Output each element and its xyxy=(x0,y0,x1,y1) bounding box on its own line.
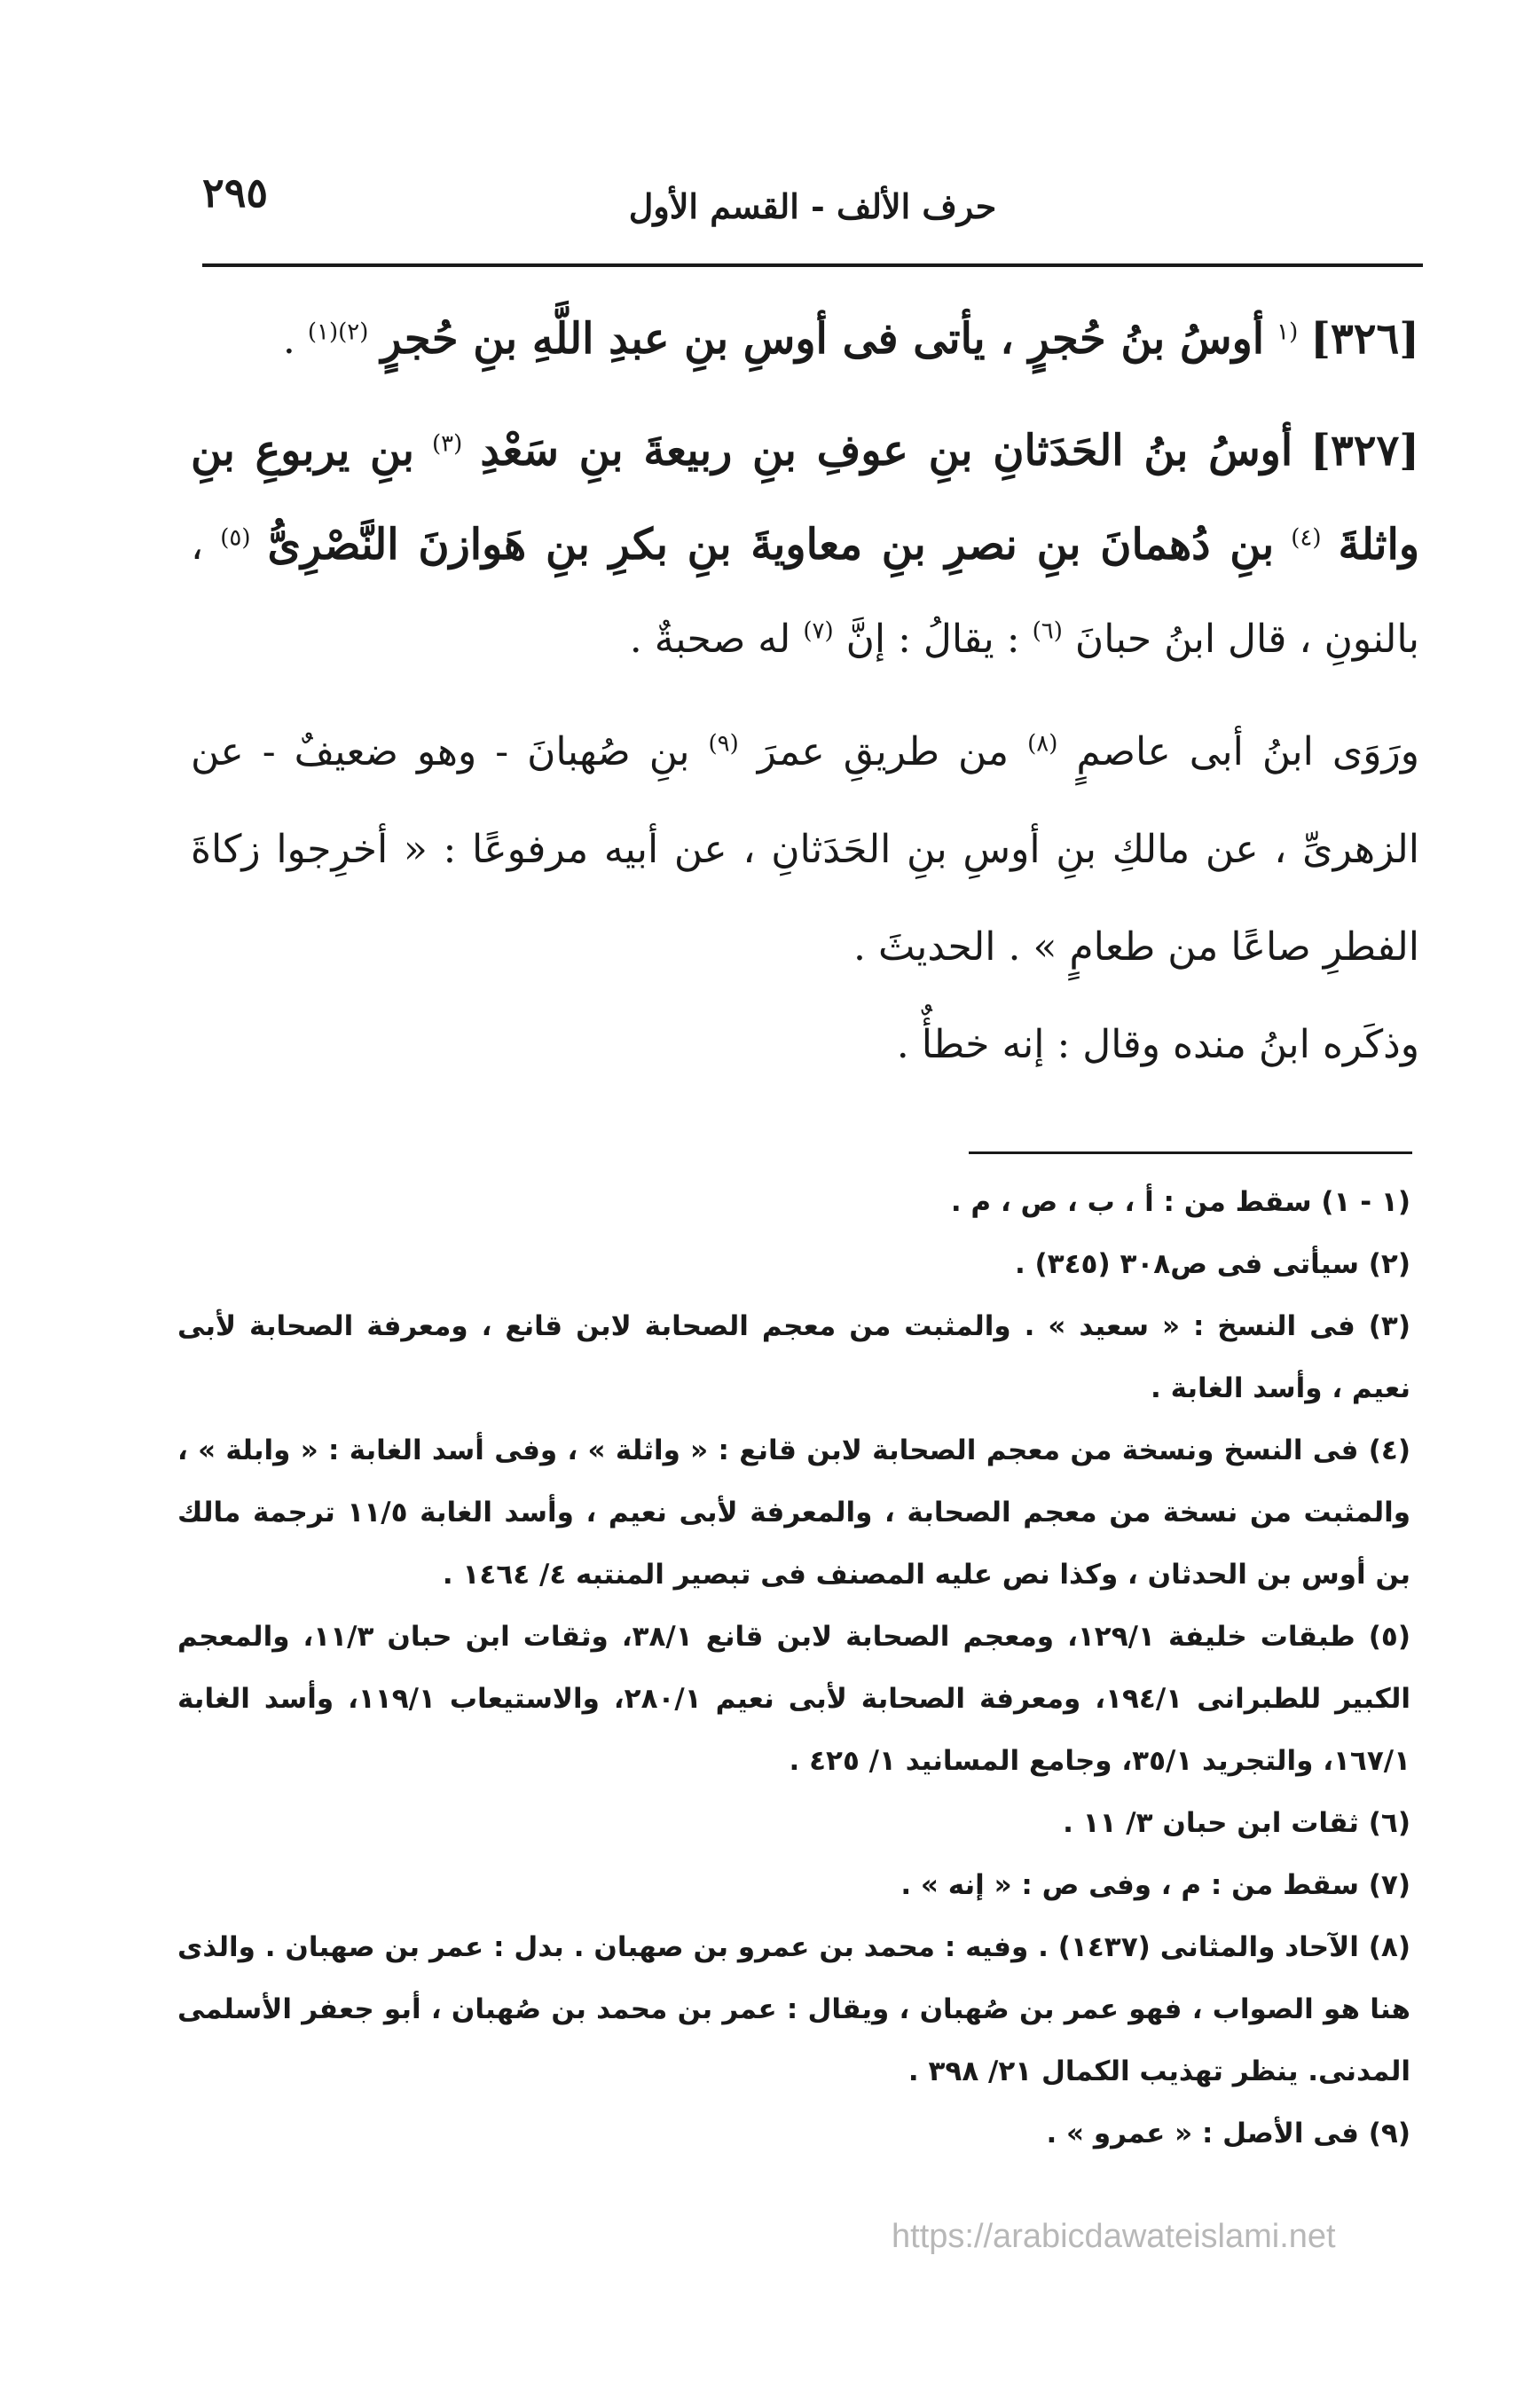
paragraph xyxy=(191,996,1419,1094)
running-title: حرف الألف - القسم الأول xyxy=(628,186,997,226)
footnote: (١ - ١) سقط من : أ ، ب ، ص ، م . xyxy=(950,1186,1410,1218)
footnote: (٥) طبقات خليفة ١٢٩/١، ومعجم الصحابة لابن قانع ٣٨/١، وثقات ابن حبان ١١/٣، والمعجم الكبير للطبرانى ١٩٤/١، ومعرفة الصحابة لأبى نعيم ٢٨٠/١، والاستيعاب ١١٩/١، وأسد الغابة ١٦٧/١، والتجريد ٣٥/١، وجامع المسانيد ١/ ٤٢٥ . xyxy=(177,1621,1411,1777)
entry-327 xyxy=(191,405,1419,686)
footnote-ref: (٢) xyxy=(338,318,369,346)
entry-text: : يقالُ : إنَّ xyxy=(845,617,1020,662)
footnote: (٧) سقط من : م ، وفى ص : « إنه » . xyxy=(900,1869,1410,1901)
entry-heading-cont: بنِ يربوعِ بنِ واثلةَ xyxy=(191,426,1419,570)
footnote-separator xyxy=(969,1151,1412,1154)
watermark-url: https://arabicdawateislami.net xyxy=(892,2218,1336,2255)
entry-heading: أوسُ بنُ الحَدَثانِ بنِ عوفِ بنِ ربيعةَ بنِ سَعْدِ xyxy=(480,426,1293,475)
footnote-ref: (١) xyxy=(307,318,339,346)
page-number: ٢٩٥ xyxy=(202,169,269,216)
entry-number: [٣٢٧] xyxy=(1310,426,1420,475)
footnote: (٣) فى النسخ : « سعيد » . والمثبت من معجم الصحابة لابن قانع ، ومعرفة الصحابة لأبى نعيم ، وأسد الغابة . xyxy=(177,1310,1410,1404)
footnote-ref: (٦) xyxy=(1032,617,1063,645)
header-rule xyxy=(202,263,1423,267)
paragraph-text: وذكَره ابنُ منده وقال : إنه خطأٌ . xyxy=(896,1022,1419,1067)
footnote: (٤) فى النسخ ونسخة من معجم الصحابة لابن قانع : « واثلة » ، وفى أسد الغابة : « وابلة » ، والمثبت من نسخة من معجم الصحابة ، والمعرفة لأبى نعيم ، وأسد الغابة ١١/٥ ترجمة مالك بن أوس بن الحدثان ، وكذا نص عليه المصنف فى تبصير المنتبه ٤/ ١٤٦٤ . xyxy=(177,1434,1410,1591)
entry-text: ، بالنونِ ، قال ابنُ حبانَ xyxy=(191,523,1419,662)
footnote: (٦) ثقات ابن حبان ٣/ ١١ . xyxy=(1063,1807,1410,1839)
footnote: (٨) الآحاد والمثانى (١٤٣٧) . وفيه : محمد بن عمرو بن صهبان . بدل : عمر بن صهبان . والذى هنا هو الصواب ، فهو عمر بن صُهبان ، ويقال : عمر بن محمد بن صُهبان ، أبو جعفر الأسلمى المدنى. ينظر تهذيب الكمال ٢١/ ٣٩٨ . xyxy=(177,1931,1411,2087)
page-header xyxy=(202,169,1423,240)
paragraph-text: من طريقِ عمرَ xyxy=(757,729,1010,774)
footnote-ref: (٣) xyxy=(432,430,463,458)
footnote-ref: (٨) xyxy=(1027,730,1058,758)
footnote: (٩) فى الأصل : « عمرو » . xyxy=(1046,2118,1410,2149)
paragraph-text: ورَوَى ابنُ أبى عاصمٍ xyxy=(1076,729,1419,774)
footnote-ref: (٧) xyxy=(803,617,834,645)
entry-number: [٣٢٦] xyxy=(1310,314,1419,364)
paragraph-text: بنِ صُهبانَ - وهو ضعيفٌ - عن الزهرىِّ ، عن مالكِ بنِ أوسِ بنِ الحَدَثانِ ، عن أبيه مرفوعًا : « أخرِجوا زكاةَ الفطرِ صاعًا من طعامٍ » . الحديثَ . xyxy=(191,729,1419,970)
footnote-ref: (٥) xyxy=(220,524,251,552)
footnote-ref: (٤) xyxy=(1291,524,1322,552)
entry-heading-cont: بنِ دُهمانَ بنِ نصرِ بنِ معاويةَ بنِ بكرِ بنِ هَوازنَ النَّصْرِىُّ xyxy=(267,520,1275,570)
entry-heading: أوسُ بنُ حُجرٍ ، يأتى فى أوسِ بنِ عبدِ اللَّهِ بنِ حُجرٍ xyxy=(381,314,1265,364)
paragraph xyxy=(191,703,1419,996)
footnote-ref: (٩) xyxy=(708,730,739,758)
footnotes xyxy=(177,1171,1410,2165)
entry-326 xyxy=(191,293,1419,387)
main-text xyxy=(191,293,1419,1094)
footnote-ref: (١ xyxy=(1277,318,1299,346)
entry-text: له صحبةٌ . xyxy=(629,617,791,662)
entry-tail: . xyxy=(282,318,295,363)
footnote: (٢) سيأتى فى ص٣٠٨ (٣٤٥) . xyxy=(1014,1248,1410,1280)
